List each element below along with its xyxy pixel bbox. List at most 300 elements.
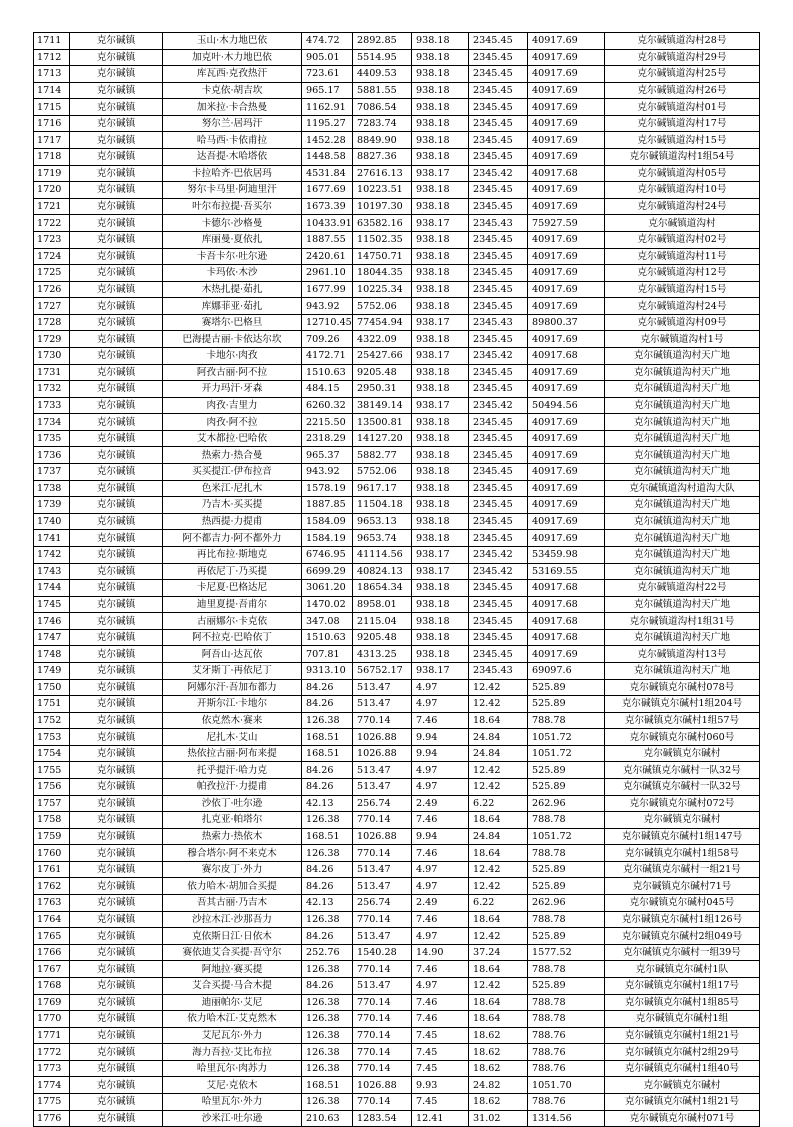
amount-cell: 1026.88	[353, 1077, 412, 1094]
value-a-cell: 938.17	[412, 563, 469, 580]
total-cell: 40917.69	[528, 497, 605, 514]
table-row	[34, 679, 760, 696]
household-data-table	[33, 32, 760, 1127]
area-cell: 2318.29	[302, 430, 353, 447]
address-cell: 克尔碱镇克尔碱村1组147号	[605, 828, 760, 845]
township-cell: 克尔碱镇	[70, 977, 163, 994]
total-cell: 525.89	[528, 861, 605, 878]
value-a-cell: 938.17	[412, 546, 469, 563]
area-cell: 2215.50	[302, 414, 353, 431]
amount-cell: 9205.48	[353, 364, 412, 381]
value-a-cell: 7.46	[412, 911, 469, 928]
total-cell: 788.76	[528, 1094, 605, 1111]
township-cell: 克尔碱镇	[70, 165, 163, 182]
address-cell: 克尔碱镇道沟村17号	[605, 115, 760, 132]
value-b-cell: 18.62	[469, 1027, 528, 1044]
total-cell: 40917.69	[528, 480, 605, 497]
address-cell: 克尔碱镇道沟村天广地	[605, 381, 760, 398]
amount-cell: 513.47	[353, 878, 412, 895]
value-b-cell: 24.82	[469, 1077, 528, 1094]
township-cell: 克尔碱镇	[70, 646, 163, 663]
value-b-cell: 2345.43	[469, 215, 528, 232]
address-cell: 克尔碱镇道沟村天广地	[605, 447, 760, 464]
amount-cell: 770.14	[353, 1027, 412, 1044]
value-a-cell: 938.18	[412, 513, 469, 530]
table-row	[34, 646, 760, 663]
row-number-cell: 1755	[34, 762, 70, 779]
name-cell: 海力吾拉·艾比布拉	[163, 1044, 302, 1061]
value-b-cell: 18.64	[469, 712, 528, 729]
row-number-cell: 1725	[34, 265, 70, 282]
name-cell: 卡尼夏·巴格达尼	[163, 580, 302, 597]
amount-cell: 1540.28	[353, 944, 412, 961]
name-cell: 帕孜拉汗·力提甫	[163, 779, 302, 796]
address-cell: 克尔碱镇道沟村	[605, 215, 760, 232]
total-cell: 40917.69	[528, 66, 605, 83]
total-cell: 788.78	[528, 994, 605, 1011]
township-cell: 克尔碱镇	[70, 895, 163, 912]
value-b-cell: 2345.45	[469, 66, 528, 83]
value-b-cell: 18.62	[469, 1094, 528, 1111]
area-cell: 943.92	[302, 298, 353, 315]
address-cell: 克尔碱镇克尔碱村1组17号	[605, 977, 760, 994]
area-cell: 707.81	[302, 646, 353, 663]
value-a-cell: 938.18	[412, 447, 469, 464]
row-number-cell: 1757	[34, 795, 70, 812]
area-cell: 723.61	[302, 66, 353, 83]
table-row	[34, 182, 760, 199]
area-cell: 126.38	[302, 994, 353, 1011]
table-row	[34, 364, 760, 381]
value-a-cell: 9.94	[412, 729, 469, 746]
area-cell: 1677.69	[302, 182, 353, 199]
total-cell: 788.78	[528, 1011, 605, 1028]
table-row	[34, 1027, 760, 1044]
table-row	[34, 265, 760, 282]
address-cell: 克尔碱镇道沟村天广地	[605, 530, 760, 547]
value-b-cell: 2345.45	[469, 198, 528, 215]
value-a-cell: 938.18	[412, 281, 469, 298]
township-cell: 克尔碱镇	[70, 762, 163, 779]
amount-cell: 11504.18	[353, 497, 412, 514]
value-b-cell: 2345.45	[469, 464, 528, 481]
township-cell: 克尔碱镇	[70, 745, 163, 762]
amount-cell: 18654.34	[353, 580, 412, 597]
name-cell: 迪丽帕尔·艾尼	[163, 994, 302, 1011]
value-a-cell: 938.17	[412, 215, 469, 232]
table-row	[34, 812, 760, 829]
value-b-cell: 18.64	[469, 1011, 528, 1028]
area-cell: 943.92	[302, 464, 353, 481]
table-row	[34, 447, 760, 464]
name-cell: 阿不都吉力·阿不都外力	[163, 530, 302, 547]
value-a-cell: 12.41	[412, 1110, 469, 1127]
address-cell: 克尔碱镇克尔碱村	[605, 812, 760, 829]
address-cell: 克尔碱镇克尔碱村1组85号	[605, 994, 760, 1011]
area-cell: 1448.58	[302, 149, 353, 166]
name-cell: 库丽曼·夏依扎	[163, 231, 302, 248]
total-cell: 262.96	[528, 895, 605, 912]
value-b-cell: 2345.45	[469, 430, 528, 447]
row-number-cell: 1739	[34, 497, 70, 514]
address-cell: 克尔碱镇道沟村29号	[605, 49, 760, 66]
total-cell: 40917.68	[528, 347, 605, 364]
area-cell: 1677.99	[302, 281, 353, 298]
total-cell: 525.89	[528, 679, 605, 696]
township-cell: 克尔碱镇	[70, 381, 163, 398]
amount-cell: 513.47	[353, 762, 412, 779]
table-row	[34, 1110, 760, 1127]
row-number-cell: 1776	[34, 1110, 70, 1127]
name-cell: 卡地尔·肉孜	[163, 347, 302, 364]
area-cell: 126.38	[302, 1060, 353, 1077]
table-row	[34, 878, 760, 895]
total-cell: 788.78	[528, 911, 605, 928]
value-a-cell: 4.97	[412, 762, 469, 779]
table-row	[34, 99, 760, 116]
table-row	[34, 977, 760, 994]
value-b-cell: 6.22	[469, 895, 528, 912]
area-cell: 1452.28	[302, 132, 353, 149]
name-cell: 托乎提汗·哈力克	[163, 762, 302, 779]
township-cell: 克尔碱镇	[70, 115, 163, 132]
value-a-cell: 4.97	[412, 878, 469, 895]
name-cell: 阿不拉克·巴哈依丁	[163, 629, 302, 646]
total-cell: 788.76	[528, 1044, 605, 1061]
table-row	[34, 198, 760, 215]
value-b-cell: 2345.45	[469, 182, 528, 199]
value-b-cell: 2345.45	[469, 331, 528, 348]
table-row	[34, 381, 760, 398]
value-b-cell: 2345.45	[469, 231, 528, 248]
value-b-cell: 18.64	[469, 845, 528, 862]
table-row	[34, 944, 760, 961]
amount-cell: 770.14	[353, 712, 412, 729]
total-cell: 40917.69	[528, 198, 605, 215]
township-cell: 克尔碱镇	[70, 712, 163, 729]
value-a-cell: 938.17	[412, 314, 469, 331]
value-a-cell: 4.97	[412, 779, 469, 796]
address-cell: 克尔碱镇道沟村天广地	[605, 513, 760, 530]
township-cell: 克尔碱镇	[70, 530, 163, 547]
value-b-cell: 2345.42	[469, 397, 528, 414]
address-cell: 克尔碱镇道沟村天广地	[605, 414, 760, 431]
table-row	[34, 132, 760, 149]
name-cell: 卡德尔·沙格曼	[163, 215, 302, 232]
area-cell: 2961.10	[302, 265, 353, 282]
township-cell: 克尔碱镇	[70, 1077, 163, 1094]
value-a-cell: 938.18	[412, 66, 469, 83]
address-cell: 克尔碱镇克尔碱村1组57号	[605, 712, 760, 729]
address-cell: 克尔碱镇道沟村天广地	[605, 629, 760, 646]
row-number-cell: 1729	[34, 331, 70, 348]
area-cell: 126.38	[302, 1011, 353, 1028]
township-cell: 克尔碱镇	[70, 1044, 163, 1061]
row-number-cell: 1745	[34, 596, 70, 613]
area-cell: 1510.63	[302, 364, 353, 381]
township-cell: 克尔碱镇	[70, 66, 163, 83]
address-cell: 克尔碱镇克尔碱村071号	[605, 1110, 760, 1127]
amount-cell: 770.14	[353, 1060, 412, 1077]
area-cell: 1510.63	[302, 629, 353, 646]
total-cell: 788.78	[528, 712, 605, 729]
township-cell: 克尔碱镇	[70, 430, 163, 447]
township-cell: 克尔碱镇	[70, 729, 163, 746]
row-number-cell: 1756	[34, 779, 70, 796]
amount-cell: 513.47	[353, 928, 412, 945]
amount-cell: 4313.25	[353, 646, 412, 663]
area-cell: 126.38	[302, 1094, 353, 1111]
amount-cell: 5752.06	[353, 298, 412, 315]
value-a-cell: 938.18	[412, 381, 469, 398]
row-number-cell: 1767	[34, 961, 70, 978]
name-cell: 加米拉·卡合热曼	[163, 99, 302, 116]
area-cell: 484.15	[302, 381, 353, 398]
amount-cell: 5514.95	[353, 49, 412, 66]
table-row	[34, 497, 760, 514]
address-cell: 克尔碱镇道沟村15号	[605, 281, 760, 298]
value-b-cell: 2345.45	[469, 513, 528, 530]
area-cell: 1673.39	[302, 198, 353, 215]
address-cell: 克尔碱镇克尔碱村	[605, 1077, 760, 1094]
name-cell: 乃吉木·买买提	[163, 497, 302, 514]
table-row	[34, 347, 760, 364]
township-cell: 克尔碱镇	[70, 994, 163, 1011]
table-row	[34, 662, 760, 679]
value-a-cell: 938.18	[412, 497, 469, 514]
area-cell: 10433.91	[302, 215, 353, 232]
row-number-cell: 1768	[34, 977, 70, 994]
total-cell: 1051.72	[528, 745, 605, 762]
address-cell: 克尔碱镇道沟村1号	[605, 331, 760, 348]
value-b-cell: 2345.45	[469, 580, 528, 597]
total-cell: 1314.56	[528, 1110, 605, 1127]
value-a-cell: 7.45	[412, 1060, 469, 1077]
name-cell: 买买提江·伊布拉音	[163, 464, 302, 481]
township-cell: 克尔碱镇	[70, 347, 163, 364]
total-cell: 40917.69	[528, 99, 605, 116]
value-a-cell: 4.97	[412, 696, 469, 713]
amount-cell: 770.14	[353, 961, 412, 978]
township-cell: 克尔碱镇	[70, 414, 163, 431]
amount-cell: 11502.35	[353, 231, 412, 248]
table-row	[34, 314, 760, 331]
address-cell: 克尔碱镇道沟村天广地	[605, 563, 760, 580]
township-cell: 克尔碱镇	[70, 364, 163, 381]
table-row	[34, 745, 760, 762]
township-cell: 克尔碱镇	[70, 1110, 163, 1127]
row-number-cell: 1748	[34, 646, 70, 663]
value-b-cell: 2345.45	[469, 115, 528, 132]
value-a-cell: 938.18	[412, 182, 469, 199]
amount-cell: 2115.04	[353, 613, 412, 630]
township-cell: 克尔碱镇	[70, 265, 163, 282]
name-cell: 努尔卡马里·阿迪里汗	[163, 182, 302, 199]
value-b-cell: 2345.43	[469, 662, 528, 679]
township-cell: 克尔碱镇	[70, 629, 163, 646]
address-cell: 克尔碱镇道沟村26号	[605, 82, 760, 99]
name-cell: 尼扎木·艾山	[163, 729, 302, 746]
amount-cell: 63582.16	[353, 215, 412, 232]
value-b-cell: 2345.45	[469, 530, 528, 547]
table-row	[34, 580, 760, 597]
value-a-cell: 9.94	[412, 828, 469, 845]
total-cell: 40917.69	[528, 464, 605, 481]
township-cell: 克尔碱镇	[70, 1011, 163, 1028]
address-cell: 克尔碱镇克尔碱村一队32号	[605, 762, 760, 779]
address-cell: 克尔碱镇克尔碱村1组	[605, 1011, 760, 1028]
value-b-cell: 2345.45	[469, 447, 528, 464]
row-number-cell: 1773	[34, 1060, 70, 1077]
total-cell: 40917.69	[528, 115, 605, 132]
row-number-cell: 1761	[34, 861, 70, 878]
total-cell: 40917.69	[528, 381, 605, 398]
name-cell: 库瓦西·克孜热汗	[163, 66, 302, 83]
value-a-cell: 938.18	[412, 464, 469, 481]
address-cell: 克尔碱镇道沟村11号	[605, 248, 760, 265]
area-cell: 84.26	[302, 762, 353, 779]
value-a-cell: 938.18	[412, 198, 469, 215]
table-row	[34, 928, 760, 945]
name-cell: 肉孜·吉里力	[163, 397, 302, 414]
township-cell: 克尔碱镇	[70, 231, 163, 248]
area-cell: 84.26	[302, 977, 353, 994]
address-cell: 克尔碱镇道沟村01号	[605, 99, 760, 116]
value-a-cell: 938.18	[412, 646, 469, 663]
township-cell: 克尔碱镇	[70, 1027, 163, 1044]
total-cell: 40917.69	[528, 281, 605, 298]
row-number-cell: 1727	[34, 298, 70, 315]
table-row	[34, 33, 760, 50]
name-cell: 艾木都拉·巴哈依	[163, 430, 302, 447]
table-row	[34, 149, 760, 166]
total-cell: 40917.68	[528, 629, 605, 646]
name-cell: 克依斯日江·日依木	[163, 928, 302, 945]
name-cell: 扎克亚·帕塔尔	[163, 812, 302, 829]
value-a-cell: 7.46	[412, 1011, 469, 1028]
row-number-cell: 1765	[34, 928, 70, 945]
township-cell: 克尔碱镇	[70, 464, 163, 481]
name-cell: 哈里瓦尔·肉苏力	[163, 1060, 302, 1077]
value-b-cell: 2345.45	[469, 33, 528, 50]
name-cell: 依力哈木·胡加合买提	[163, 878, 302, 895]
total-cell: 788.78	[528, 961, 605, 978]
table-row	[34, 430, 760, 447]
value-b-cell: 2345.45	[469, 497, 528, 514]
row-number-cell: 1732	[34, 381, 70, 398]
township-cell: 克尔碱镇	[70, 944, 163, 961]
area-cell: 210.63	[302, 1110, 353, 1127]
address-cell: 克尔碱镇克尔碱村71号	[605, 878, 760, 895]
total-cell: 40917.68	[528, 613, 605, 630]
name-cell: 努尔兰·居玛汗	[163, 115, 302, 132]
value-a-cell: 938.17	[412, 347, 469, 364]
township-cell: 克尔碱镇	[70, 845, 163, 862]
table-row	[34, 762, 760, 779]
amount-cell: 10223.51	[353, 182, 412, 199]
area-cell: 126.38	[302, 911, 353, 928]
township-cell: 克尔碱镇	[70, 513, 163, 530]
address-cell: 克尔碱镇道沟村12号	[605, 265, 760, 282]
row-number-cell: 1775	[34, 1094, 70, 1111]
total-cell: 40917.69	[528, 182, 605, 199]
amount-cell: 513.47	[353, 696, 412, 713]
value-a-cell: 938.18	[412, 298, 469, 315]
value-a-cell: 7.46	[412, 961, 469, 978]
address-cell: 克尔碱镇道沟村02号	[605, 231, 760, 248]
area-cell: 168.51	[302, 745, 353, 762]
name-cell: 吾其古丽·乃吉木	[163, 895, 302, 912]
address-cell: 克尔碱镇道沟村天广地	[605, 347, 760, 364]
total-cell: 1051.72	[528, 828, 605, 845]
township-cell: 克尔碱镇	[70, 132, 163, 149]
area-cell: 168.51	[302, 1077, 353, 1094]
row-number-cell: 1770	[34, 1011, 70, 1028]
address-cell: 克尔碱镇克尔碱村1组21号	[605, 1094, 760, 1111]
value-b-cell: 12.42	[469, 878, 528, 895]
total-cell: 40917.69	[528, 33, 605, 50]
amount-cell: 9653.74	[353, 530, 412, 547]
total-cell: 50494.56	[528, 397, 605, 414]
table-row	[34, 1044, 760, 1061]
value-a-cell: 938.18	[412, 49, 469, 66]
amount-cell: 770.14	[353, 1011, 412, 1028]
township-cell: 克尔碱镇	[70, 447, 163, 464]
value-a-cell: 938.18	[412, 480, 469, 497]
table-body	[34, 33, 760, 1127]
value-a-cell: 9.94	[412, 745, 469, 762]
value-b-cell: 2345.45	[469, 99, 528, 116]
total-cell: 40917.68	[528, 165, 605, 182]
value-b-cell: 2345.45	[469, 414, 528, 431]
value-b-cell: 12.42	[469, 861, 528, 878]
table-row	[34, 298, 760, 315]
area-cell: 965.17	[302, 82, 353, 99]
value-a-cell: 938.18	[412, 580, 469, 597]
value-b-cell: 18.64	[469, 994, 528, 1011]
total-cell: 40917.69	[528, 331, 605, 348]
total-cell: 525.89	[528, 878, 605, 895]
total-cell: 40917.68	[528, 596, 605, 613]
value-a-cell: 938.17	[412, 662, 469, 679]
table-row	[34, 464, 760, 481]
row-number-cell: 1752	[34, 712, 70, 729]
township-cell: 克尔碱镇	[70, 49, 163, 66]
total-cell: 40917.69	[528, 149, 605, 166]
table-row	[34, 513, 760, 530]
amount-cell: 14750.71	[353, 248, 412, 265]
name-cell: 加克叶·木力地巴依	[163, 49, 302, 66]
address-cell: 克尔碱镇道沟村天广地	[605, 662, 760, 679]
name-cell: 卡玛依·木沙	[163, 265, 302, 282]
area-cell: 126.38	[302, 1027, 353, 1044]
total-cell: 69097.6	[528, 662, 605, 679]
name-cell: 卡拉哈齐·巴依居玛	[163, 165, 302, 182]
address-cell: 克尔碱镇道沟村天广地	[605, 546, 760, 563]
address-cell: 克尔碱镇道沟村25号	[605, 66, 760, 83]
area-cell: 1578.19	[302, 480, 353, 497]
amount-cell: 513.47	[353, 679, 412, 696]
value-b-cell: 24.84	[469, 745, 528, 762]
total-cell: 40917.69	[528, 265, 605, 282]
total-cell: 788.78	[528, 845, 605, 862]
township-cell: 克尔碱镇	[70, 198, 163, 215]
table-row	[34, 861, 760, 878]
address-cell: 克尔碱镇克尔碱村1组21号	[605, 1027, 760, 1044]
row-number-cell: 1714	[34, 82, 70, 99]
total-cell: 788.76	[528, 1027, 605, 1044]
table-row	[34, 613, 760, 630]
